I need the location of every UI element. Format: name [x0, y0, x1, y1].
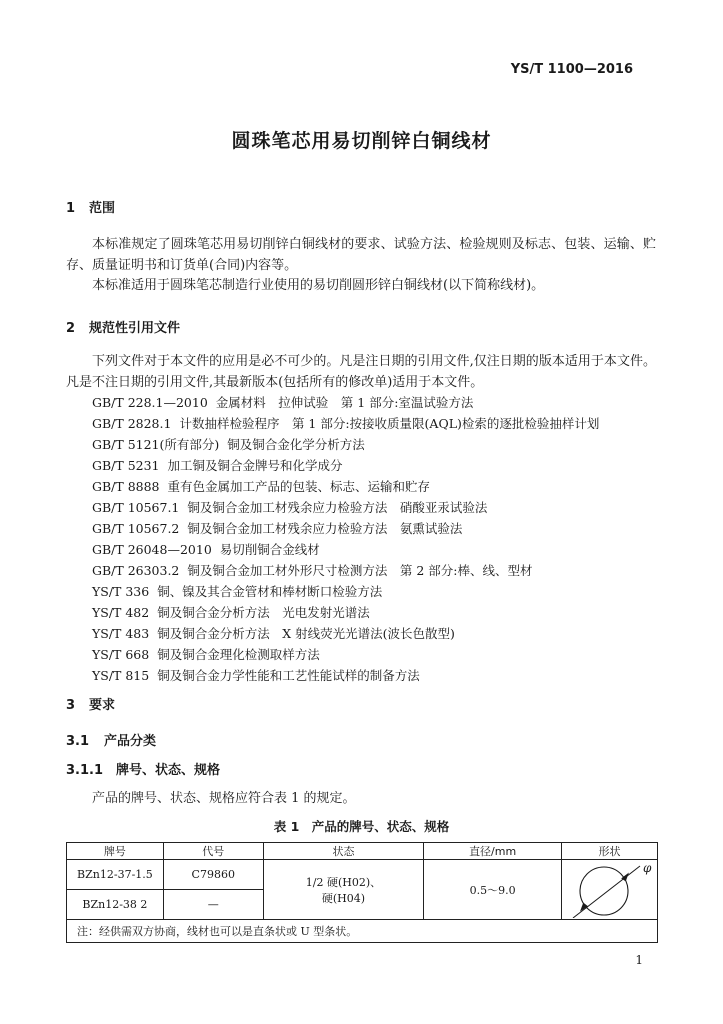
table-note: 注：经供需双方协商，线材也可以是直条状或 U 型条状。: [67, 920, 658, 943]
table-reference-paragraph: 产品的牌号、状态、规格应符合表 1 的规定。: [92, 791, 356, 806]
section-3-1-1-heading: [66, 759, 220, 778]
state-line-2: 硬(H04): [321, 891, 366, 905]
reference-item: [92, 666, 420, 684]
reference-code: YS/T 483: [92, 626, 150, 641]
scope-paragraph-2: 本标准适用于圆珠笔芯制造行业使用的易切削圆形锌白铜线材(以下简称线材)。: [92, 278, 545, 293]
table-header-row: [67, 843, 658, 860]
reference-code: GB/T 2828.1: [92, 416, 172, 431]
scope-paragraph-1: 本标准规定了圆珠笔芯用易切削锌白铜线材的要求、试验方法、检验规则及标志、包装、运输、贮存、质量证明书和订货单(合同)内容等。: [66, 237, 656, 273]
reference-code: GB/T 5231: [92, 458, 160, 473]
reference-code: GB/T 228.1—2010: [92, 395, 208, 410]
reference-item: [92, 456, 343, 474]
state-line-1: 1/2 硬(H02)、: [305, 875, 382, 889]
reference-name: 铜及铜合金理化检测取样方法: [157, 647, 320, 662]
reference-code: GB/T 5121(所有部分): [92, 437, 220, 452]
reference-name: 铜及铜合金加工材残余应力检验方法 氨熏试验法: [187, 521, 463, 536]
section-title: 规范性引用文件: [89, 321, 181, 336]
reference-code: GB/T 10567.2: [92, 521, 180, 536]
reference-code: YS/T 815: [92, 668, 150, 683]
reference-name: 铜及铜合金加工材残余应力检验方法 硝酸亚汞试验法: [187, 500, 488, 515]
reference-item: [92, 414, 599, 432]
diameter-cell: 0.5～9.0: [424, 860, 562, 920]
grade-cell: BZn12-38 2: [67, 890, 164, 920]
reference-code: GB/T 10567.1: [92, 500, 180, 515]
table-row: [67, 860, 658, 890]
diameter-symbol: φ: [643, 861, 652, 875]
table-header-cell: 代号: [163, 843, 263, 860]
reference-item: [92, 393, 473, 411]
section-3-1-heading: [66, 730, 156, 749]
reference-name: 铜及铜合金力学性能和工艺性能试样的制备方法: [157, 668, 420, 683]
spec-table: [66, 842, 658, 943]
reference-item: [92, 540, 320, 558]
section-title: 牌号、状态、规格: [116, 763, 221, 778]
reference-name: 重有色金属加工产品的包装、标志、运输和贮存: [167, 479, 431, 494]
reference-item: [92, 582, 382, 600]
reference-item: [92, 603, 370, 621]
reference-name: 铜及铜合金化学分析方法: [227, 437, 365, 452]
table-note-row: [67, 920, 658, 943]
reference-item: [92, 435, 365, 453]
reference-item: [92, 519, 462, 537]
document-title: 圆珠笔芯用易切削锌白铜线材: [231, 130, 492, 152]
references-intro: 下列文件对于本文件的应用是必不可少的。凡是注日期的引用文件,仅注日期的版本适用于本文件。凡是不注日期的引用文件,其最新版本(包括所有的修改单)适用于本文件。: [66, 354, 656, 390]
section-number: 3.1: [66, 734, 90, 749]
section-3-heading: [66, 694, 115, 713]
grade-cell: BZn12-37-1.5: [67, 860, 164, 890]
diameter-arrow-low: [580, 902, 588, 911]
reference-item: [92, 645, 320, 663]
reference-name: 铜及铜合金分析方法 光电发射光谱法: [157, 605, 370, 620]
round-wire-cross-section-diagram: [564, 862, 654, 918]
section-title: 产品分类: [104, 734, 157, 749]
reference-name: 铜、镍及其合金管材和棒材断口检验方法: [157, 584, 383, 599]
state-cell: [263, 860, 424, 920]
reference-name: 易切削铜合金线材: [219, 542, 320, 557]
table-header-cell: 状态: [263, 843, 424, 860]
table-header-cell: 形状: [561, 843, 657, 860]
reference-name: 金属材料 拉伸试验 第 1 部分:室温试验方法: [215, 395, 474, 410]
reference-name: 计数抽样检验程序 第 1 部分:按接收质量限(AQL)检索的逐批检验抽样计划: [179, 416, 600, 431]
table-header-cell: 直径/mm: [424, 843, 562, 860]
section-1-heading: [66, 197, 115, 216]
reference-item: [92, 477, 430, 495]
section-number: 3.1.1: [66, 763, 104, 778]
circle-outline: [580, 867, 628, 915]
reference-code: GB/T 26303.2: [92, 563, 180, 578]
section-title: 要求: [89, 698, 116, 713]
page-number: 1: [635, 953, 643, 967]
reference-name: 铜及铜合金加工材外形尺寸检测方法 第 2 部分:棒、线、型材: [187, 563, 533, 578]
table-title: 表 1 产品的牌号、状态、规格: [273, 819, 450, 834]
shape-cell: [561, 860, 657, 920]
standard-number: YS/T 1100—2016: [510, 62, 633, 77]
reference-code: YS/T 668: [92, 647, 150, 662]
reference-code: GB/T 8888: [92, 479, 160, 494]
table-header-cell: 牌号: [67, 843, 164, 860]
diameter-line: [573, 866, 640, 918]
reference-code: YS/T 482: [92, 605, 150, 620]
reference-item: [92, 624, 455, 642]
reference-name: 铜及铜合金分析方法 X 射线荧光光谱法(波长色散型): [157, 626, 455, 641]
reference-item: [92, 561, 533, 579]
section-number: 3: [66, 698, 76, 713]
section-number: 2: [66, 321, 76, 336]
code-cell: —: [163, 890, 263, 920]
section-number: 1: [66, 201, 76, 216]
reference-code: YS/T 336: [92, 584, 150, 599]
section-2-heading: [66, 317, 180, 336]
reference-name: 加工铜及铜合金牌号和化学成分: [167, 458, 343, 473]
reference-item: [92, 498, 487, 516]
code-cell: C79860: [163, 860, 263, 890]
section-title: 范围: [89, 201, 116, 216]
reference-code: GB/T 26048—2010: [92, 542, 212, 557]
